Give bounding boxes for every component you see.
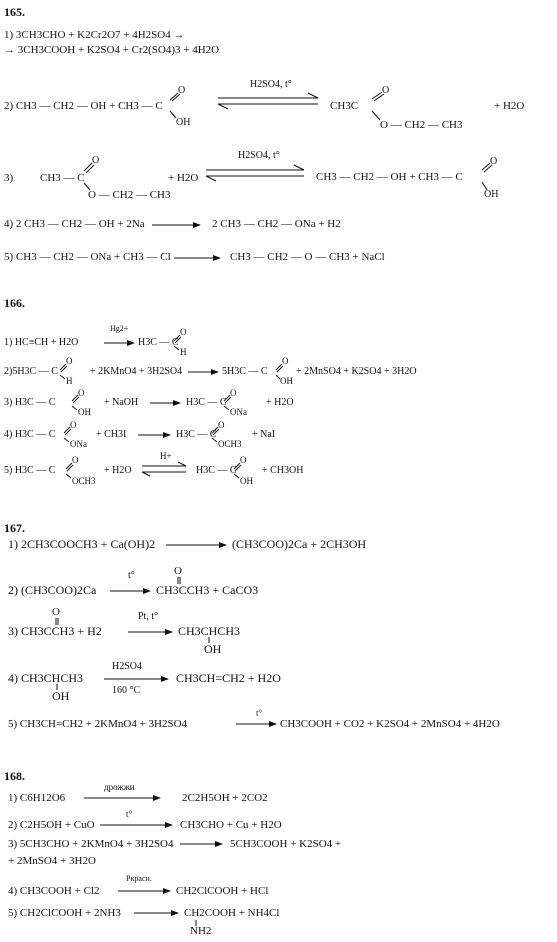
bond-line bbox=[372, 111, 380, 120]
bond-line bbox=[60, 375, 65, 379]
reaction-167-4-condition-top: H2SO4 bbox=[112, 661, 143, 672]
reaction-165-3-condition: H2SO4, t° bbox=[238, 150, 280, 161]
reaction-168-3-right: 5CH3COOH + K2SO4 + bbox=[230, 838, 342, 850]
reaction-166-1-o: O bbox=[180, 327, 187, 337]
bond-line bbox=[65, 429, 71, 435]
reaction-165-3-product-oh: OH bbox=[484, 189, 499, 200]
reaction-166-5-och3: OCH3 bbox=[72, 476, 96, 486]
reaction-167-3-condition: Pt, t° bbox=[138, 611, 159, 622]
problem-168-heading: 168. bbox=[4, 769, 25, 783]
bond-line bbox=[66, 474, 71, 478]
bond-line bbox=[86, 165, 94, 173]
reaction-166-4-o: O bbox=[70, 420, 77, 430]
reaction-167-3-oh: OH bbox=[204, 642, 222, 656]
reaction-167-2-o: O bbox=[174, 565, 182, 577]
reaction-167-5-left: 5) CH3CH=CH2 + 2KMnO4 + 3H2SO4 bbox=[8, 718, 188, 730]
bond-line bbox=[234, 463, 240, 469]
reaction-166-2-product: 5H3C — C bbox=[222, 366, 268, 377]
reaction-166-5-o: O bbox=[72, 455, 79, 465]
reaction-165-2-oh: OH bbox=[176, 117, 191, 128]
bond-line bbox=[225, 397, 231, 403]
reaction-166-5-mid: + H2O bbox=[104, 465, 132, 476]
reaction-167-2-condition: t° bbox=[128, 570, 135, 581]
reaction-168-3-left: 3) 5CH3CHO + 2KMnO4 + 3H2SO4 bbox=[8, 838, 174, 850]
reaction-165-2-water: + H2O bbox=[494, 100, 525, 112]
reaction-165-4-left: 4) 2 CH3 — CH2 — OH + 2Na bbox=[4, 218, 145, 230]
reaction-168-5-left: 5) CH2ClCOOH + 2NH3 bbox=[8, 907, 121, 919]
bond-line bbox=[84, 183, 90, 190]
reaction-166-3-tail: + H2O bbox=[266, 397, 294, 408]
reaction-166-5-product: H3C — C bbox=[196, 465, 237, 476]
reaction-166-4-product-o: O bbox=[218, 420, 225, 430]
reaction-165-1-line2: → 3CH3COOH + K2SO4 + Cr2(SO4)3 + 4H2O bbox=[4, 44, 220, 56]
bond-line bbox=[64, 438, 69, 442]
reaction-168-4-left: 4) CH3COOH + Cl2 bbox=[8, 885, 100, 897]
bond-line bbox=[174, 335, 180, 341]
reaction-167-3-right: CH3CHCH3 bbox=[178, 624, 241, 638]
reaction-167-4-oh: OH bbox=[52, 689, 70, 703]
reaction-167-1-right: (CH3COO)2Ca + 2CH3OH bbox=[232, 537, 367, 551]
reaction-168-2-condition: t° bbox=[126, 809, 133, 819]
bond-line bbox=[484, 165, 492, 172]
reaction-166-3-oh: OH bbox=[78, 407, 91, 417]
reaction-168-2-left: 2) C2H5OH + CuO bbox=[8, 819, 95, 831]
reaction-166-2-h: H bbox=[66, 376, 73, 386]
reaction-167-3-left: 3) CH3CCH3 + H2 bbox=[8, 624, 102, 638]
bond-line bbox=[374, 94, 384, 101]
bond-line bbox=[224, 395, 230, 401]
reaction-166-4-product: H3C — C bbox=[176, 429, 217, 440]
reaction-168-1-condition: дрожжи bbox=[104, 782, 135, 792]
bond-line bbox=[175, 337, 181, 343]
bond-line bbox=[84, 163, 92, 171]
reaction-166-4-mid: + CH3I bbox=[96, 429, 127, 440]
bond-line bbox=[276, 375, 280, 379]
bond-line bbox=[235, 465, 241, 471]
bond-line bbox=[60, 364, 66, 370]
reaction-166-1-condition: Hg2+ bbox=[110, 324, 129, 333]
bond-line bbox=[170, 111, 176, 118]
bond-line bbox=[276, 364, 282, 370]
reaction-165-3-tail: O — CH2 — CH3 bbox=[88, 189, 171, 201]
reaction-167-4-right: CH3CH=CH2 + H2O bbox=[176, 671, 281, 685]
reaction-167-1-left: 1) 2CH3COOCH3 + Ca(OH)2 bbox=[8, 537, 156, 551]
bond-line bbox=[174, 346, 179, 350]
reaction-165-4-right: 2 CH3 — CH2 — ONa + H2 bbox=[212, 218, 341, 230]
bond-line bbox=[482, 163, 490, 170]
problem-167-heading: 167. bbox=[4, 521, 25, 535]
equilibrium-arrow-165-3 bbox=[206, 165, 304, 181]
reaction-165-3-product-o: O bbox=[490, 156, 498, 167]
reaction-167-4-condition-bottom: 160 °C bbox=[112, 685, 141, 696]
bond-line bbox=[72, 395, 78, 401]
bond-line bbox=[224, 406, 229, 410]
reaction-166-2-product-oh: OH bbox=[280, 376, 293, 386]
reaction-168-5-right: CH2COOH + NH4Cl bbox=[184, 907, 280, 919]
reaction-166-5-product-o: O bbox=[240, 455, 247, 465]
reaction-168-5-nh2: NH2 bbox=[190, 925, 212, 937]
bond-line bbox=[212, 438, 217, 442]
problem-165-heading: 165. bbox=[4, 5, 25, 19]
reaction-166-3-o: O bbox=[78, 388, 85, 398]
reaction-166-4-product-och3: OCH3 bbox=[218, 439, 242, 449]
reaction-168-4-right: CH2ClCOOH + HCl bbox=[176, 885, 269, 897]
reaction-168-2-right: CH3CHO + Cu + H2O bbox=[180, 819, 282, 831]
bond-line bbox=[72, 406, 77, 410]
reaction-166-3-product-ona: ONa bbox=[230, 407, 247, 417]
reaction-168-3-continuation: + 2MnSO4 + 3H2O bbox=[8, 855, 96, 867]
reaction-166-5-tail: + CH3OH bbox=[262, 465, 304, 476]
bond-line bbox=[61, 366, 67, 372]
reaction-166-3-product-o: O bbox=[230, 388, 237, 398]
reaction-166-2-mid: + 2KMnO4 + 3H2SO4 bbox=[90, 366, 183, 377]
reaction-168-1-left: 1) C6H12O6 bbox=[8, 792, 66, 804]
problem-166-heading: 166. bbox=[4, 296, 25, 310]
reaction-165-2-o: O bbox=[178, 85, 186, 96]
reaction-167-2-left: 2) (CH3COO)2Ca bbox=[8, 583, 97, 597]
bond-line bbox=[212, 427, 218, 433]
reaction-167-3-o: O bbox=[52, 606, 60, 618]
reaction-165-2-product-tail: O — CH2 — CH3 bbox=[380, 119, 463, 131]
reaction-165-1-line1: 1) 3CH3CHO + K2Cr2O7 + 4H2SO4 → bbox=[4, 29, 185, 41]
reaction-167-5-condition: t° bbox=[256, 708, 263, 718]
bond-line bbox=[66, 463, 72, 469]
bond-line bbox=[372, 92, 382, 99]
reaction-165-2-product: CH3C bbox=[330, 100, 359, 112]
reaction-166-5-left: 5) H3C — C bbox=[4, 465, 56, 476]
reaction-168-1-right: 2C2H5OH + 2CO2 bbox=[182, 792, 268, 804]
bond-line bbox=[67, 465, 73, 471]
reaction-166-2-tail: + 2MnSO4 + K2SO4 + 3H2O bbox=[296, 366, 417, 377]
reaction-167-5-right: CH3COOH + CO2 + K2SO4 + 2MnSO4 + 4H2O bbox=[280, 718, 500, 730]
reaction-165-3-o: O bbox=[92, 155, 100, 166]
bond-line bbox=[277, 366, 283, 372]
reaction-165-5-right: CH3 — CH2 — O — CH3 + NaCl bbox=[230, 251, 385, 263]
reaction-166-4-ona: ONa bbox=[70, 439, 87, 449]
equilibrium-arrow-166-5 bbox=[142, 462, 186, 476]
reaction-167-2-right: CH3CCH3 + CaCO3 bbox=[156, 583, 259, 597]
reaction-166-5-condition: H+ bbox=[160, 451, 172, 461]
reaction-166-3-product: H3C — C bbox=[186, 397, 227, 408]
reaction-166-4-left: 4) H3C — C bbox=[4, 429, 56, 440]
bond-line bbox=[73, 397, 79, 403]
bond-line bbox=[213, 429, 219, 435]
reaction-165-2-left: 2) CH3 — CH2 — OH + CH3 — C bbox=[4, 100, 163, 112]
reaction-166-1-left: 1) HC≡CH + H2O bbox=[4, 337, 79, 348]
reaction-166-2-product-o: O bbox=[282, 356, 289, 366]
reaction-165-3-product: CH3 — CH2 — OH + CH3 — C bbox=[316, 171, 463, 183]
reaction-165-2-product-o: O bbox=[382, 85, 390, 96]
reaction-166-3-mid: + NaOH bbox=[104, 397, 139, 408]
reaction-166-2-o: O bbox=[66, 356, 73, 366]
reaction-165-2-condition: H2SO4, t° bbox=[250, 79, 292, 90]
equilibrium-arrow-165-2 bbox=[218, 93, 318, 109]
reaction-165-3-water: + H2O bbox=[168, 172, 199, 184]
reaction-166-2-left: 2)5H3C — C bbox=[4, 366, 58, 377]
reaction-165-3-left: CH3 — C bbox=[40, 172, 85, 184]
reaction-166-5-product-oh: OH bbox=[240, 476, 253, 486]
reaction-165-3-number: 3) bbox=[4, 172, 14, 184]
reaction-166-1-product: H3C — C bbox=[138, 337, 179, 348]
reaction-165-5-left: 5) CH3 — CH2 — ONa + CH3 — Cl bbox=[4, 251, 171, 263]
reaction-166-3-left: 3) H3C — C bbox=[4, 397, 56, 408]
bond-line bbox=[482, 182, 487, 190]
reaction-168-4-condition: Pкрасн. bbox=[126, 874, 152, 883]
reaction-166-1-h: H bbox=[180, 347, 187, 357]
bond-line bbox=[234, 474, 239, 478]
reaction-167-4-left: 4) CH3CHCH3 bbox=[8, 671, 84, 685]
reaction-166-4-tail: + NaI bbox=[252, 429, 276, 440]
bond-line bbox=[64, 427, 70, 433]
